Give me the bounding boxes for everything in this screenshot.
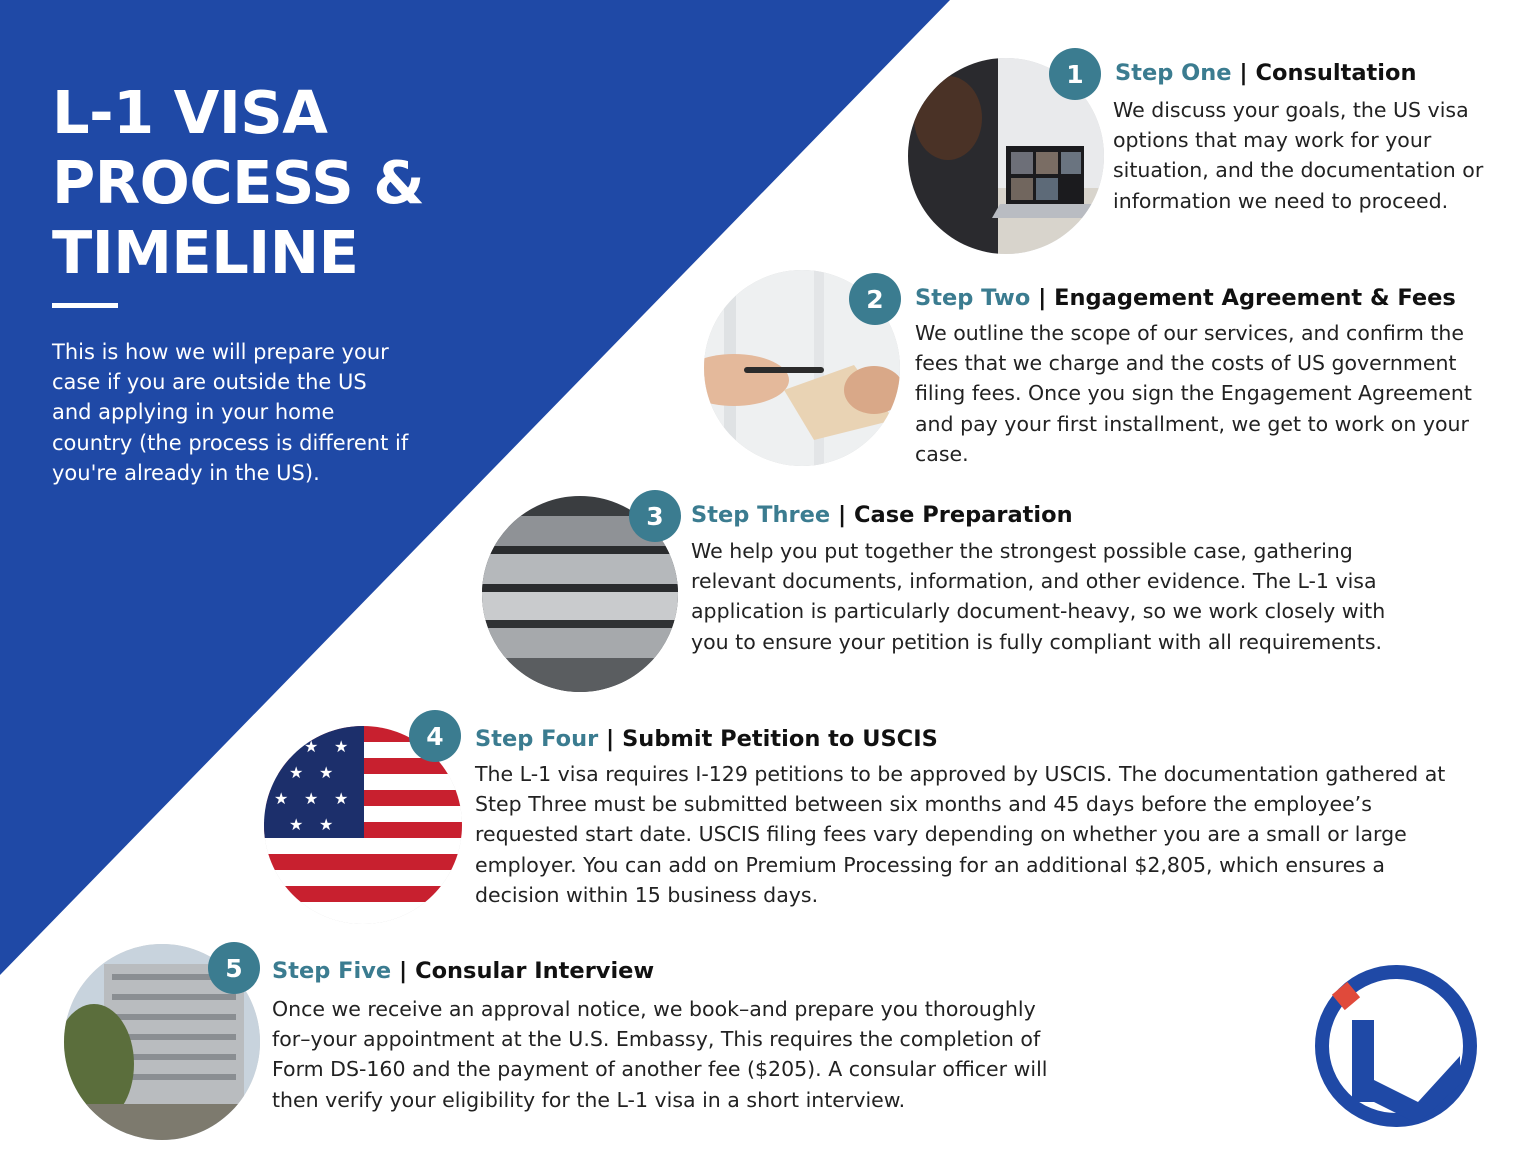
step-3-number-badge: 3 <box>629 490 681 542</box>
svg-text:★: ★ <box>334 737 349 756</box>
step-3-label: Step Three <box>691 502 831 528</box>
page-title <box>52 78 424 288</box>
svg-text:★: ★ <box>289 763 304 782</box>
step-4-separator: | <box>598 726 623 752</box>
title-line-1: L-1 VISA <box>52 78 328 147</box>
svg-text:★: ★ <box>304 737 319 756</box>
step-4-number-badge: 4 <box>409 710 461 762</box>
step-3-description: We help you put together the strongest possible case, gathering relevant documents, information, and other evidence. The L-1 visa application is particularly document-heavy, so we work closely with you to ensure your petition is fully compliant with all requirements. <box>691 539 1386 654</box>
svg-text:★: ★ <box>334 789 349 808</box>
step-2-title: Engagement Agreement & Fees <box>1054 285 1456 311</box>
step-5-label: Step Five <box>272 958 392 984</box>
step-1-title: Consultation <box>1255 60 1417 86</box>
svg-text:★: ★ <box>304 789 319 808</box>
title-line-3: TIMELINE <box>52 218 359 287</box>
intro-text: This is how we will prepare your case if you are outside the US and applying in your home country (the process is different if you're already in the US). <box>52 340 409 485</box>
svg-text:★: ★ <box>274 737 289 756</box>
title-line-2: PROCESS & <box>52 148 425 217</box>
step-5-title: Consular Interview <box>415 958 655 984</box>
step-3-heading <box>691 502 1073 528</box>
step-2-description: We outline the scope of our services, and confirm the fees that we charge and the costs of US government filing fees. Once you sign the Engagement Agreement and pay your first installment, we get to work on your case. <box>915 321 1472 466</box>
step-1-number-badge: 1 <box>1049 48 1101 100</box>
svg-text:★: ★ <box>319 815 334 834</box>
step-4-label: Step Four <box>475 726 599 752</box>
svg-text:★: ★ <box>274 789 289 808</box>
step-2-number-badge: 2 <box>849 273 901 325</box>
title-divider <box>52 303 118 308</box>
step-4-title: Submit Petition to USCIS <box>622 726 938 752</box>
step-3-separator: | <box>830 502 855 528</box>
step-1-heading <box>1115 60 1416 86</box>
step-5-heading <box>272 958 654 984</box>
firm-logo-icon <box>1310 960 1482 1132</box>
step-1-description: We discuss your goals, the US visa options that may work for your situation, and the documentation or information we need to proceed. <box>1113 98 1484 213</box>
svg-text:★: ★ <box>289 815 304 834</box>
step-5-number-badge: 5 <box>208 942 260 994</box>
step-2-heading <box>915 285 1456 311</box>
step-2-separator: | <box>1030 285 1055 311</box>
step-1-separator: | <box>1231 60 1256 86</box>
step-5-separator: | <box>391 958 416 984</box>
step-4-heading <box>475 726 938 752</box>
step-1-label: Step One <box>1115 60 1232 86</box>
step-3-title: Case Preparation <box>854 502 1073 528</box>
step-2-label: Step Two <box>915 285 1031 311</box>
step-5-description: Once we receive an approval notice, we book–and prepare you thoroughly for–your appointment at the U.S. Embassy, This requires the completion of Form DS-160 and the payment of another fee ($205). A consular officer will then verify your eligibility for the L-1 visa in a short interview. <box>272 997 1048 1112</box>
svg-text:★: ★ <box>319 763 334 782</box>
step-4-description: The L-1 visa requires I-129 petitions to be approved by USCIS. The documentation gathered at Step Three must be submitted between six months and 45 days before the employee’s requested start date. USCIS filing fees vary depending on whether you are a small or large employer. You can add on Premium Processing for an additional $2,805, which ensures a decision within 15 business days. <box>475 762 1446 907</box>
